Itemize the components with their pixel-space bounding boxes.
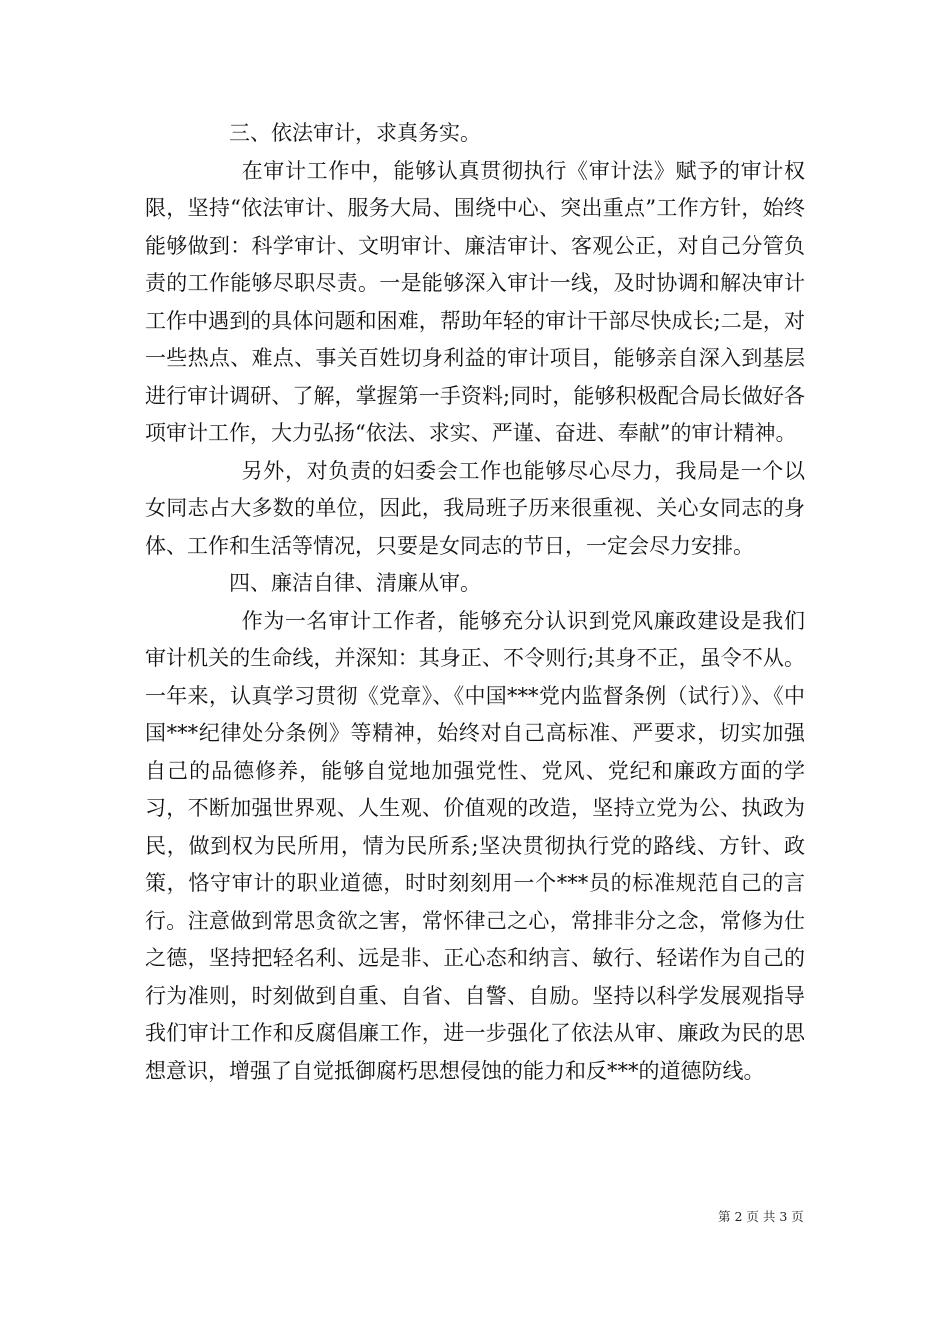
section-heading-4: 四、廉洁自律、清廉从审。 [229,571,481,595]
paragraph-integrity: 作为一名审计工作者，能够充分认识到党风廉政建设是我们审计机关的生命线，并深知：其身正、不令则行;其身不正，虽令不从。一年来，认真学习贯彻《党章》、《中国***党内监督条例（试行）》、《中国***纪律处分条例》等精神，始终对自己高标准、严要求，切实加强自己的品德修养，能够自觉地加强党性、党风、党纪和廉政方面的学习，不断加强世界观、人生观、价值观的改造，坚持立党为公、执政为民，做到权为民所用，情为民所系;坚决贯彻执行党的路线、方针、政策，恪守审计的职业道德，时时刻刻用一个***员的标准规范自己的言行。注意做到常思贪欲之害，常怀律己之心，常排非分之念，常修为仕之德，坚持把轻名利、远是非、正心态和纳言、敏行、轻诺作为自己的行为准则，时刻做到自重、自省、自警、自励。坚持以科学发展观指导我们审计工作和反腐倡廉工作，进一步强化了依法从审、廉政为民的思想意识，增强了自觉抵御腐朽思想侵蚀的能力和反***的道德防线。 [145,608,805,1083]
page-number-footer: 第 2 页 共 3 页 [718,1209,804,1224]
document-body [145,115,805,1090]
section-heading-3: 三、依法审计，求真务实。 [229,121,481,145]
paragraph-womens-committee: 另外，对负责的妇委会工作也能够尽心尽力，我局是一个以女同志占大多数的单位，因此，我局班子历来很重视、关心女同志的身体、工作和生活等情况，只要是女同志的节日，一定会尽力安排。 [145,458,805,558]
paragraph-audit-work: 在审计工作中，能够认真贯彻执行《审计法》赋予的审计权限，坚持“依法审计、服务大局、围绕中心、突出重点”工作方针，始终能够做到：科学审计、文明审计、廉洁审计、客观公正，对自己分管负责的工作能够尽职尽责。一是能够深入审计一线，及时协调和解决审计工作中遇到的具体问题和困难，帮助年轻的审计干部尽快成长;二是，对一些热点、难点、事关百姓切身利益的审计项目，能够亲自深入到基层进行审计调研、了解，掌握第一手资料;同时，能够积极配合局长做好各项审计工作，大力弘扬“依法、求实、严谨、奋进、奉献”的审计精神。 [145,158,805,445]
